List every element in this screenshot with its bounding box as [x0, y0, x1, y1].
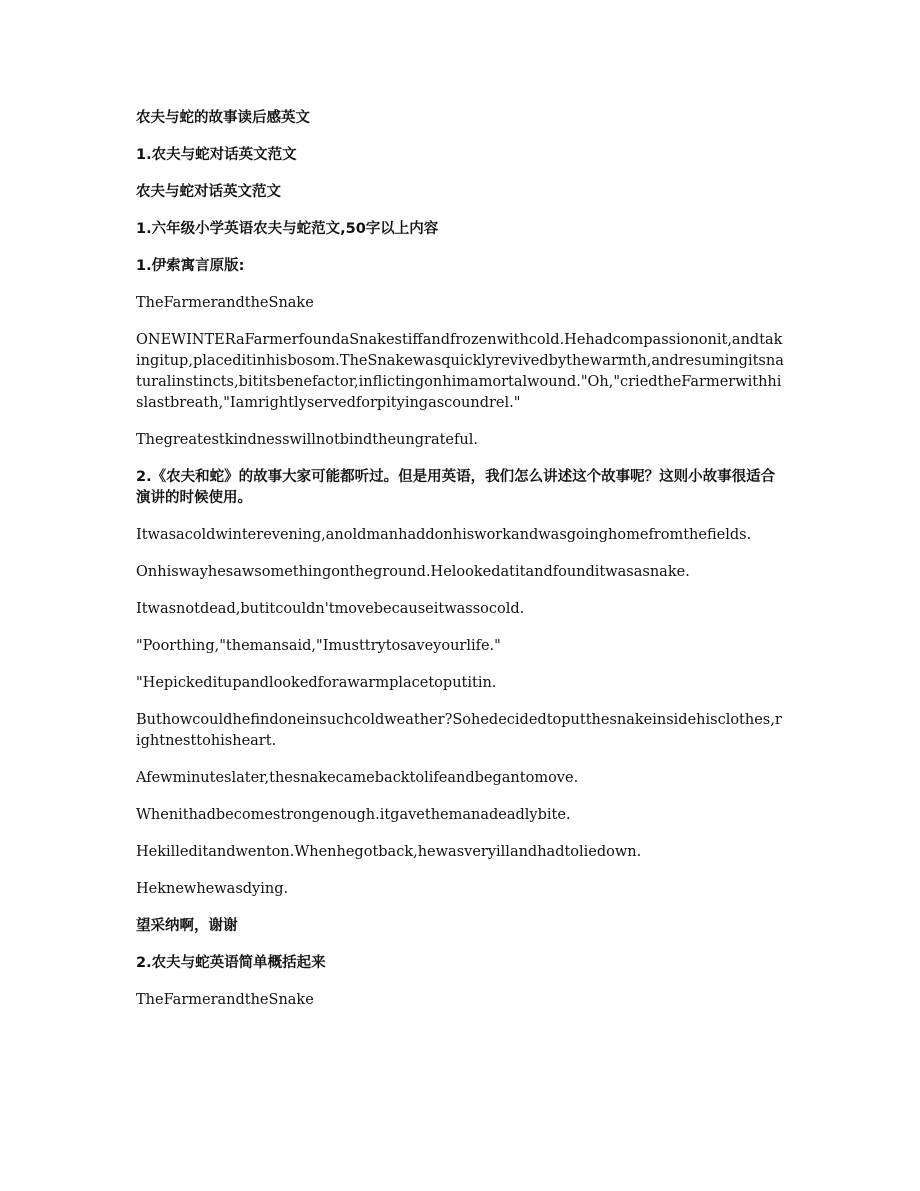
story-line: Afewminuteslater,thesnakecamebacktolifeandbegantomove.: [136, 770, 579, 786]
section-heading: 1.伊索寓言原版:: [136, 258, 245, 274]
story-line: "Hepickeditupandlookedforawarmplacetoputitin.: [136, 675, 497, 691]
document-title: 农夫与蛇的故事读后感英文: [136, 110, 310, 126]
story-line: Heknewhewasdying.: [136, 881, 289, 897]
closing-note: 望采纳啊，谢谢: [136, 918, 238, 934]
story-title: TheFarmerandtheSnake: [136, 295, 314, 311]
story-line: Itwasacoldwinterevening,anoldmanhaddonhisworkandwasgoinghomefromthefields.: [136, 527, 752, 543]
section-heading: 1.六年级小学英语农夫与蛇范文,50字以上内容: [136, 221, 439, 237]
story-line: "Poorthing,"themansaid,"Imusttrytosaveyourlife.": [136, 638, 501, 654]
section-heading: 农夫与蛇对话英文范文: [136, 184, 281, 200]
story-line: Onhiswayhesawsomethingontheground.Helookedatitandfounditwasasnake.: [136, 564, 690, 580]
story-paragraph: ONEWINTERaFarmerfoundaSnakestiffandfrozenwithcold.Hehadcompassiononit,andtakingitup,placeditinhisbosom.TheSnakewasquicklyrevivedbythewarmth,andresumingitsnaturalinstincts,bititsbenefactor,inflictingonhimamortalwound."Oh,"criedtheFarmerwithhislastbreath,"Iamrightlyservedforpityingascoundrel.": [136, 332, 784, 411]
section-heading: 1.农夫与蛇对话英文范文: [136, 147, 297, 163]
section-heading: 2.农夫与蛇英语简单概括起来: [136, 955, 326, 971]
story-title: TheFarmerandtheSnake: [136, 992, 314, 1008]
story-line: Itwasnotdead,butitcouldn'tmovebecauseitwassocold.: [136, 601, 525, 617]
document-body: [136, 108, 786, 1027]
section-intro: 2.《农夫和蛇》的故事大家可能都听过。但是用英语，我们怎么讲述这个故事呢？这则小故事很适合演讲的时候使用。: [136, 469, 776, 506]
story-line: Whenithadbecomestrongenough.itgavethemanadeadlybite.: [136, 807, 571, 823]
story-moral: Thegreatestkindnesswillnotbindtheungrateful.: [136, 432, 478, 448]
story-line: Hekilleditandwenton.Whenhegotback,hewasveryillandhadtoliedown.: [136, 844, 642, 860]
story-line: Buthowcouldhefindoneinsuchcoldweather?Sohedecidedtoputthesnakeinsidehisclothes,rightnesttohisheart.: [136, 712, 782, 749]
